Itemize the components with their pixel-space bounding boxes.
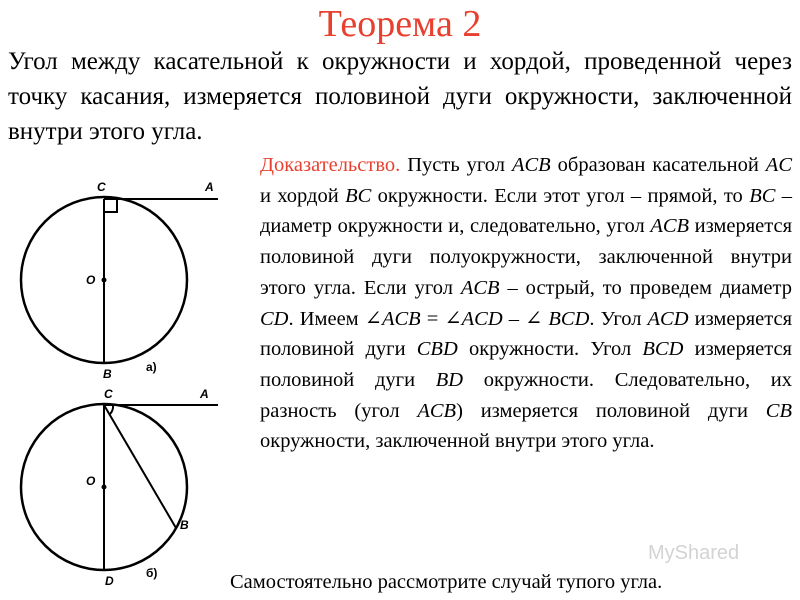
math-acb: ACB xyxy=(417,399,457,422)
angle-acb: ∠ ACB xyxy=(365,308,421,330)
math-acb: ACB xyxy=(511,154,551,176)
watermark-logo: MyShared xyxy=(648,542,740,564)
math-ac: AC xyxy=(765,154,792,176)
caption-b: б) xyxy=(146,566,158,580)
proof-text-run: Пусть угол xyxy=(400,154,512,176)
math-acb: ACB xyxy=(650,215,690,238)
proof-text-run: окружности. Если этот угол – прямой, то xyxy=(371,184,750,207)
proof-lead: Доказательство. xyxy=(260,154,401,176)
math-bcd: BCD xyxy=(642,338,684,361)
theorem-diagrams xyxy=(0,160,230,600)
figure-a xyxy=(21,180,218,381)
math-cbd: CBD xyxy=(416,338,458,361)
math-acb: ACB xyxy=(460,276,500,299)
theorem-statement: Угол между касательной к окружности и хордой, проведенной через точку касания, измеряется половиной дуги окружности, заключенной внутри этого угла. xyxy=(8,48,792,145)
proof-text-run: окружности, заключенной внутри этого угла. xyxy=(260,430,655,453)
proof-text-run: – диаметр окружности и, следовательно, угол xyxy=(260,184,793,238)
equals-sign: = xyxy=(420,307,445,330)
label-b-b: B xyxy=(180,518,189,532)
math-acd: ACD xyxy=(647,307,689,330)
proof-text-run: – острый, то проведем диаметр xyxy=(499,276,792,299)
math-cb: CB xyxy=(765,399,792,422)
math-bc: BC xyxy=(345,184,372,207)
angle-acd: ∠ ACD xyxy=(444,308,502,330)
label-b-a: B xyxy=(103,367,112,381)
angle-arc-mark xyxy=(110,405,113,414)
proof-text-run: . Имеем xyxy=(288,307,365,330)
proof-text-run: измеряется половиной дуги полуокружности, заключенной внутри этого угла. Если угол xyxy=(260,215,793,299)
proof-text-run: окружности. Следовательно, их разность (угол xyxy=(260,368,792,422)
label-a-a: A xyxy=(205,180,214,194)
proof-text-run: ) измеряется половиной дуги xyxy=(456,399,766,422)
figure-b xyxy=(21,387,218,588)
chord-cb-b xyxy=(104,405,176,528)
angle-bcd: ∠ BCD xyxy=(525,308,589,330)
proof-text xyxy=(260,150,792,457)
math-cd: CD xyxy=(260,307,289,330)
proof-text-run: окружности. Угол xyxy=(457,338,643,361)
math-bd: BD xyxy=(435,368,464,391)
center-point-b xyxy=(102,485,107,490)
label-c-a: C xyxy=(97,180,106,194)
slide-title: Теорема 2 xyxy=(318,3,482,45)
label-o-b: O xyxy=(86,474,96,488)
proof-text-run: образован касательной xyxy=(550,154,766,176)
proof-text-run: измеряется половиной дуги xyxy=(260,307,792,361)
proof-text-run: измеряется половиной дуги xyxy=(260,338,792,391)
right-angle-mark xyxy=(104,199,117,212)
math-bc: BC xyxy=(749,184,776,207)
center-point-a xyxy=(102,278,107,283)
minus-sign: – xyxy=(502,307,526,330)
caption-a: а) xyxy=(146,360,157,374)
footer-note: Самостоятельно рассмотрите случай тупого угла. xyxy=(230,571,663,593)
proof-text-run: и хордой xyxy=(260,184,346,207)
proof-text-run: . Угол xyxy=(589,307,648,330)
label-d-b: D xyxy=(105,574,114,588)
label-o-a: O xyxy=(86,273,96,287)
label-a-b: A xyxy=(200,387,209,401)
label-c-b: C xyxy=(104,387,113,401)
